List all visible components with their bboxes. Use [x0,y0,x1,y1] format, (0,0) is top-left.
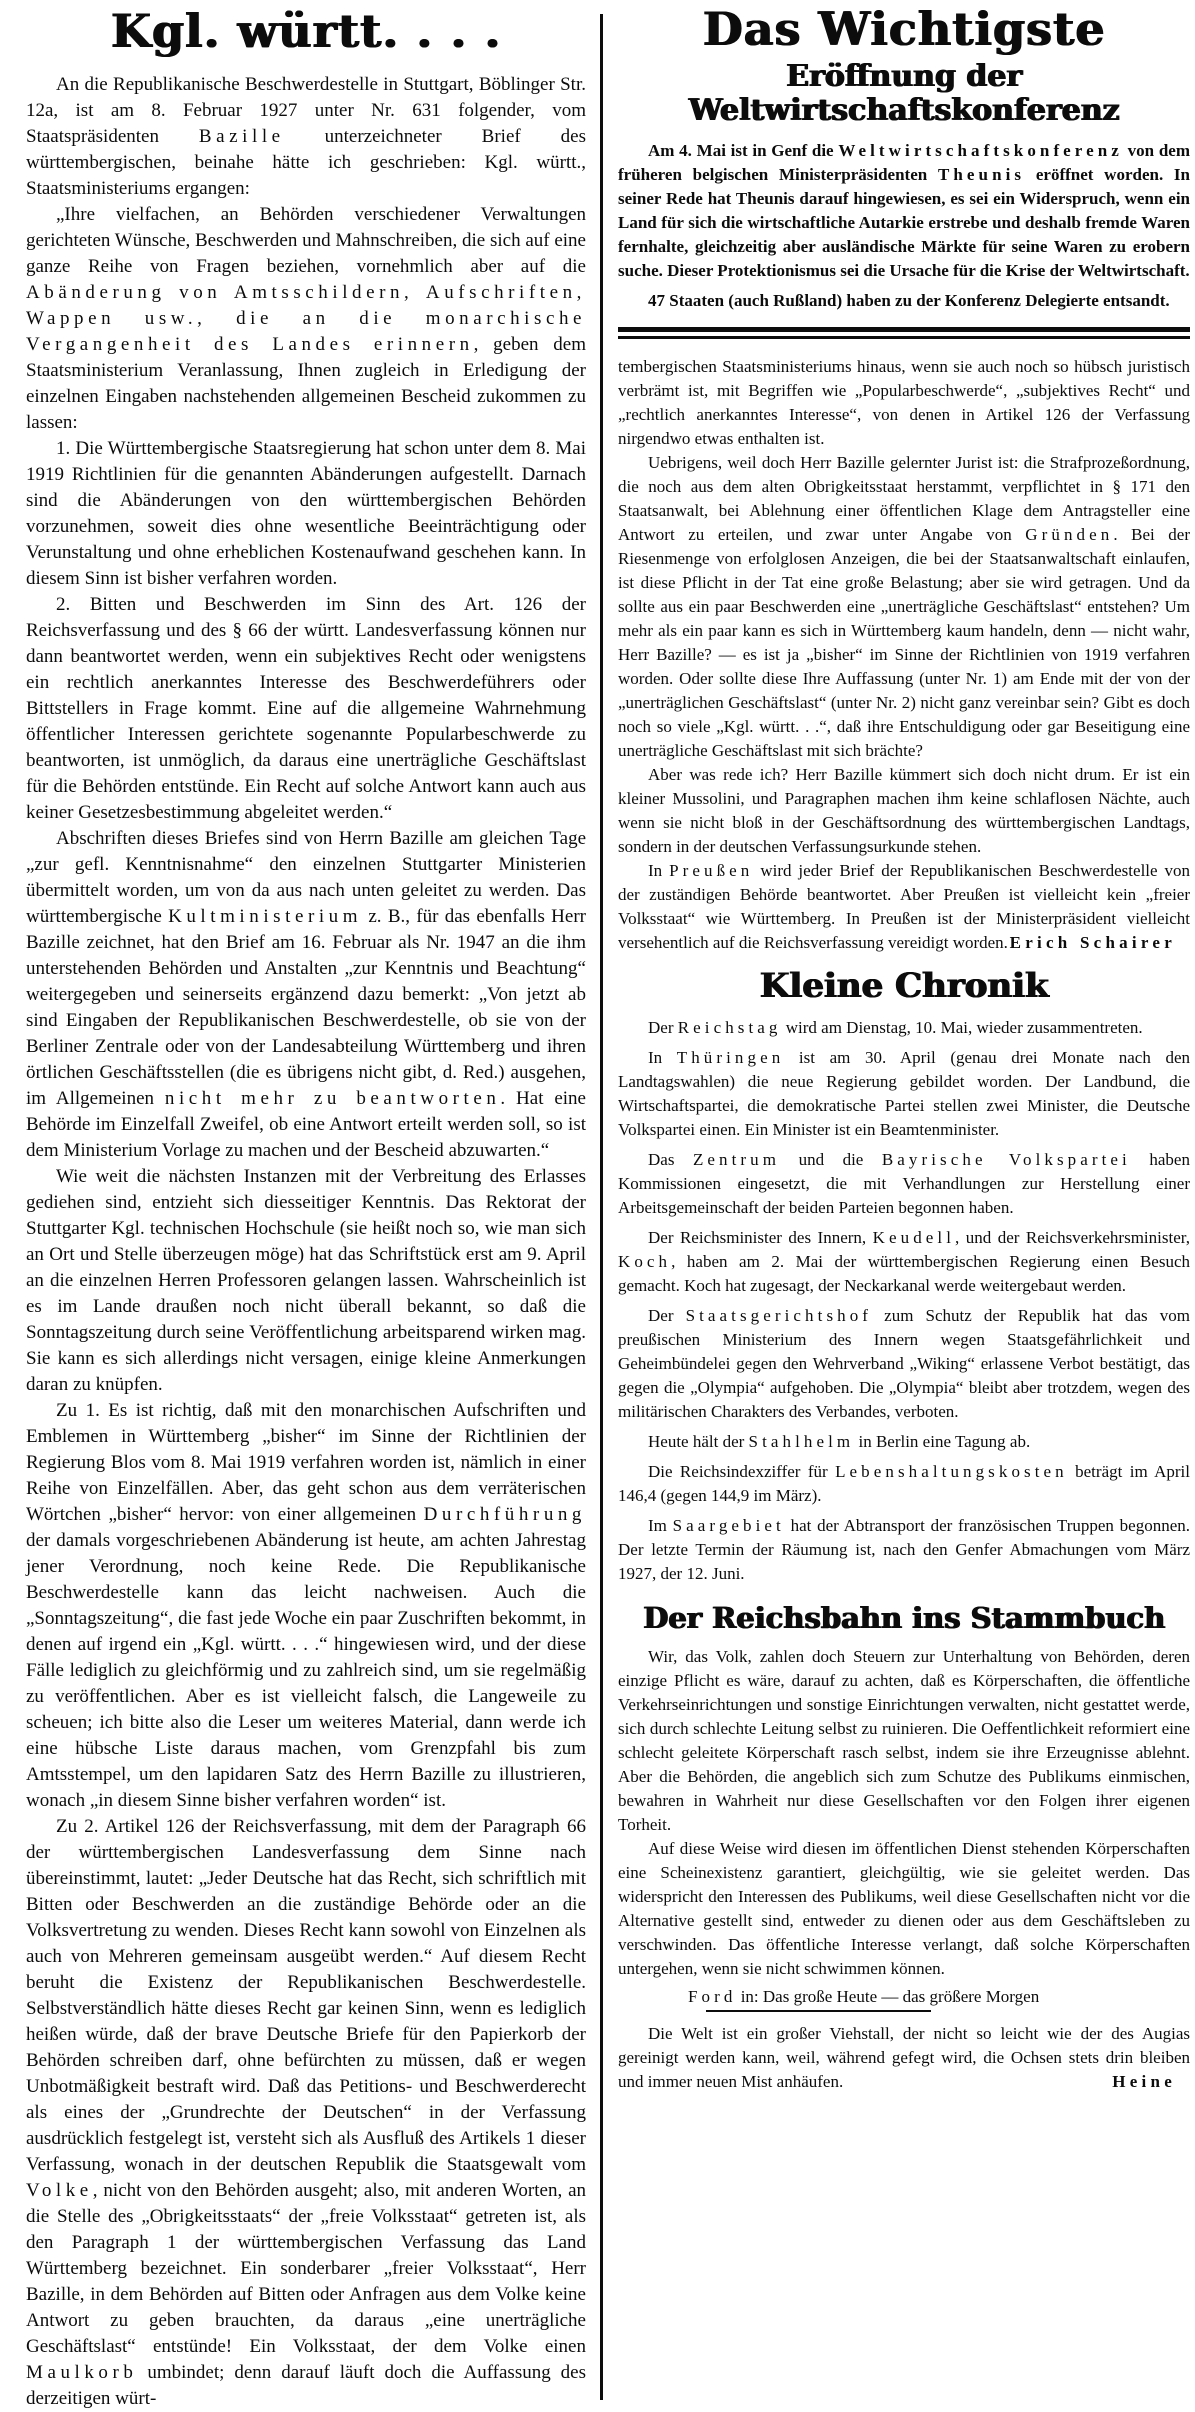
chronik-item: Die Reichsindexziffer für Lebenshaltungskosten beträgt im April 146,4 (gegen 144,9 im März). [618,1461,1190,1505]
article-paragraph: 1. Die Württembergische Staatsregierung hat schon unter dem 8. Mai 1919 Richtlinien für die genannten Abänderungen aufgestellt. Darnach sind die Abänderungen von den württembergischen Behörden vorzunehmen, soweit dies ohne wesentliche Beeinträchtigung oder Verunstaltung und ohne erheblichen Kostenaufwand geschehen kann. In diesem Sinn ist bisher verfahren worden. [26,437,586,589]
chronik-item: Der Reichsminister des Innern, Keudell, und der Reichsverkehrsminister, Koch, haben am 2. Mai der württembergischen Regierung einen Besuch gemacht. Koch hat zugesagt, der Neckarkanal werde weitergebaut werden. [618,1227,1190,1295]
citation-line: Ford in: Das große Heute — das größere Morgen [688,1986,1040,2006]
article-paragraph: In Preußen wird jeder Brief der Republikanischen Beschwerdestelle von der zuständigen Behörde beantwortet. Aber Preußen ist vielleicht kein „freier Volksstaat“ wie Württemberg. In Preußen ist der Ministerpräsident vielleicht versehentlich auf die Reichsverfassung vereidigt worden. [618,860,1190,952]
left-column [26,4,586,2412]
article-paragraph: Uebrigens, weil doch Herr Bazille gelernter Jurist ist: die Strafprozeßordnung, die noch aus dem alten Obrigkeitsstaat herstammt, verpflichtet in § 171 den Staatsanwalt, bei Ablehnung einer öffentlichen Klage dem Antragsteller eine Antwort zu erteilen, und zwar unter Angabe von Gründen. Bei der Riesenmenge von erfolglosen Anzeigen, die bei der Staatsanwaltschaft einlaufen, ist diese Pflicht in der Tat eine große Belastung; aber sie wird getragen. Und da sollte aus ein paar Beschwerden eine „unerträgliche Geschäftslast“ entstehen? Um mehr als ein paar kann es sich in Württemberg kaum handeln, denn — nicht wahr, Herr Bazille? — es ist ja „bisher“ im Sinne der Richtlinien von 1919 verfahren worden. Oder sollte diese Ihre Auffassung (unter Nr. 1) am Ende mit der von der „unerträglichen Geschäftslast“ (unter Nr. 2) nicht ganz vereinbar sein? Gibt es doch noch so viele „Kgl. württ. . .“, daß ihre Entschuldigung oder gar Beseitigung eine unerträgliche Geschäftslast mit sich brächte? [618,452,1190,760]
kleine-chronik-headline: Kleine Chronik [759,965,1049,1006]
article-paragraph: 2. Bitten und Beschwerden im Sinn des Art. 126 der Reichsverfassung und des § 66 der württ. Landesverfassung können nur dann beantwortet werden, wenn ein subjektives Recht oder wenigstens ein rechtlich anerkanntes Interesse des Beschwerdeführers oder Bittstellers in Frage kommt. Eine auf die allgemeine Wahrnehmung öffentlicher Interessen gerichtete sogenannte Popularbeschwerde zu beantworten, ist unmöglich, da daraus eine unerträgliche Geschäftslast für die Behörden entstünde. Ein Recht auf solche Antwort kann auch aus keiner Gesetzesbestimmung abgeleitet werden.“ [26,593,586,823]
chronik-item: Im Saargebiet hat der Abtransport der französischen Truppen begonnen. Der letzte Termin der Räumung ist, nach den Genfer Abmachungen vom März 1927, der 12. Juni. [618,1515,1190,1583]
emphasized-text: Bazille [198,125,285,147]
chronik-item: In Thüringen ist am 30. April (genau drei Monate nach den Landtagswahlen) die neue Regierung gebildet worden. Der Landbund, die Wirtschaftspartei, die demokratische Partei stellen zwei Minister, die Deutsche Volkspartei einen. Ein Minister ist ein Beamtenminister. [618,1047,1190,1139]
emphasized-text: Keudell [872,1227,956,1247]
article-paragraph: Aber was rede ich? Herr Bazille kümmert sich doch nicht drum. Er ist ein kleiner Mussolini, und Paragraphen machen ihm keine schlaflosen Nächte, auch wenn sie nicht bloß in der Geschäftsordnung des württembergischen Landtags, sondern in der deutschen Verfassungsurkunde stehen. [618,764,1190,856]
stammbuch-body [618,1645,1190,1981]
chronik-item: Der Reichstag wird am Dienstag, 10. Mai, wieder zusammentreten. [648,1017,1143,1037]
emphasized-text: Kultministerium [168,905,363,927]
emphasized-text: Staatsgerichtshof [685,1305,873,1325]
chronik-item: Heute hält der Stahlhelm in Berlin eine Tagung ab. [648,1431,1031,1451]
left-article-body [26,72,586,2412]
article-paragraph: Die Welt ist ein großer Viehstall, der nicht so leicht wie der des Augias gereinigt werden kann, weil, während gefegt wird, die Ochsen stets drin bleiben und immer neuen Mist anhäufen. [618,2023,1190,2091]
article-paragraph: tembergischen Staatsministeriums hinaus, wenn sie auch noch so hübsch juristisch verbrämt ist, mit Begriffen wie „Popularbeschwerde“, „subjektives Recht“ und „rechtlich anerkanntes Interesse“, von denen in Artikel 126 der Verfassung nirgendwo etwas enthalten ist. [618,356,1190,448]
emphasized-text: Abänderung von Amtsschildern, Aufschriften, Wappen usw., die an die monarchische Vergangenheit des Landes erinnern [26,281,586,355]
emphasized-text: Durchführung [423,1503,586,1525]
emphasized-text: Volke [26,2179,93,2201]
emphasized-text: Maulkorb [26,2361,138,2383]
article-paragraph: Abschriften dieses Briefes sind von Herrn Bazille am gleichen Tage „zur gefl. Kenntnisnahme“ den einzelnen Stuttgarter Ministerien übermittelt worden, um von da aus nach unten geleitet zu werden. Das württembergische Kultministerium z. B., für das ebenfalls Herr Bazille zeichnet, hat den Brief am 16. Februar als Nr. 1947 an die ihm unterstehenden Behörden und Anstalten „zur Kenntnis und Beachtung“ weitergegeben und seinerseits ergänzend dazu bemerkt: „Von jetzt ab sind Eingaben der Republikanischen Beschwerdestelle, ob sie von der Berliner Zentrale oder von der Landesabteilung Württemberg und ihren örtlichen Geschäftsstellen (die es übrigens nicht gibt, d. Red.) ausgehen, im Allgemeinen nicht mehr zu beantworten. Hat eine Behörde im Einzelfall Zweifel, ob eine Antwort erteilt werden soll, so ist dem Ministerium Vorlage zu machen und der Bescheid abzuwarten.“ [26,827,586,1161]
emphasized-text: Zentrum [692,1149,781,1169]
left-article-headline: Kgl. württ. . . . [110,4,502,58]
chronik-item: Der Staatsgerichtshof zum Schutz der Republik hat das vom preußischen Ministerium des Innern wegen Staatsgefährlichkeit und Geheimbündelei gegen den Wehrverband „Wiking“ erlassene Verbot bestätigt, das gegen die „Olympia“ aufgehoben. Die „Olympia“ bleibt aber trotzdem, wegen des militärischen Charakters des Verbandes, verboten. [618,1305,1190,1421]
article-paragraph: Wir, das Volk, zahlen doch Steuern zur Unterhaltung von Behörden, deren einzige Pflicht es wäre, darauf zu achten, daß es Körperschaften, die öffentliche Verkehrseinrichtungen und sonstige Einrichtungen verwalten, nicht gestattet werde, sich durch schlechte Leitung selbst zu ruinieren. Die Oeffentlichkeit reformiert eine schlecht geleitete Körperschaft rasch selbst, indem sie ihre Erzeugnisse ablehnt. Aber die Behörden, die angeblich sich zum Schutze des Publikums einmischen, bewahren in Wahrheit nur diese Gesellschaften vor den Folgen ihrer eigenen Torheit. [618,1646,1190,1834]
emphasized-text: Saargebiet [672,1515,785,1535]
article-paragraph: Zu 2. Artikel 126 der Reichsverfassung, mit dem der Paragraph 66 der württembergischen Landesverfassung dem Sinne nach übereinstimmt, lautet: „Jeder Deutsche hat das Recht, sich schriftlich mit Bitten oder Beschwerden an die zuständige Behörde oder an die Volksvertretung zu wenden. Dieses Recht kann sowohl von Einzelnen als auch von Mehreren gemeinsam ausgeübt werden.“ Auf diesem Recht beruht die Existenz der Republikanischen Beschwerdestelle. Selbstverständlich hätte dieses Recht gar keinen Sinn, wenn es lediglich heißen würde, daß der brave Deutsche Briefe für den Papierkorb der Behörden schreiben darf, ohne befürchten zu müssen, daß er wegen Unbotmäßigkeit bestraft wird. Daß das Petitions- und Beschwerderecht als eines der „Grundrechte der Deutschen“ in der Verfassung ausdrücklich festgelegt ist, versteht sich als Ausfluß des Artikels 1 dieser Verfassung, wonach in der deutschen Republik die Staatsgewalt vom Volke, nicht von den Behörden ausgeht; also, mit anderen Worten, an die Stelle des „Obrigkeitsstaats“ der „freie Volksstaat“ getreten ist, als den Paragraph 1 der württembergischen Verfassung das Land Württemberg bezeichnet. Ein sonderbarer „freier Volksstaat“, Herr Bazille, in dem Behörden auf Bitten oder Anfragen aus dem Volke keine Antwort zu geben brauchten, da daraus „eine unerträgliche Geschäftslast“ entstünde! Ein Volksstaat, der dem Volke einen Maulkorb umbindet; denn darauf läuft doch die Auffassung des derzeitigen würt- [26,1815,586,2409]
lead-paragraph: 47 Staaten (auch Rußland) haben zu der Konferenz Delegierte entsandt. [648,290,1170,310]
ford-citation [618,1985,1190,2009]
emphasized-text: Ford [688,1986,737,2006]
emphasized-text: Koch [618,1251,672,1271]
heine-signature: Heine [1112,2071,1176,2091]
article-paragraph: „Ihre vielfachen, an Behörden verschiedener Verwaltungen gerichteten Wünsche, Beschwerden und Mahnschreiben, die sich auf eine ganze Reihe von Fragen beziehen, vornehmlich aber auf die Abänderung von Amtsschildern, Aufschriften, Wappen usw., die an die monarchische Vergangenheit des Landes erinnern, geben dem Staatsministerium Veranlassung, Ihnen zugleich in Erledigung der einzelnen Eingaben nachstehenden allgemeinen Bescheid zukommen zu lassen: [26,203,586,433]
emphasized-text: Gründen [1025,524,1114,544]
emphasized-text: nicht mehr zu beantworten [164,1087,501,1109]
emphasized-text: Reichstag [677,1017,782,1037]
emphasized-text: Lebenshaltungskosten [835,1461,1068,1481]
stammbuch-headline: Der Reichsbahn ins Stammbuch [642,1600,1166,1635]
chronik-items [618,1016,1190,1586]
column-divider-rule [600,14,603,2400]
emphasized-text: Weltwirtschaftskonferenz [838,140,1123,160]
emphasized-text: Bayrische Volkspartei [881,1149,1131,1169]
emphasized-text: Stahlhelm [748,1431,855,1451]
article-continuation [618,355,1190,955]
konferenz-subheadline: Eröffnung der Weltwirtschaftskonferenz [688,58,1120,129]
article-paragraph: Wie weit die nächsten Instanzen mit der Verbreitung des Erlasses gediehen sind, entzieht sich diesseitiger Kenntnis. Das Rektorat der Stuttgarter Kgl. technischen Hochschule (sie heißt noch so, wie man sich an Ort und Stelle überzeugen möge) hat das Schriftstück erst am 9. April an die einzelnen Herren Professoren gelangen lassen. Wahrscheinlich ist es im Lande draußen noch nicht überall bekannt, so daß die Sonntagszeitung durch seine Veröffentlichung arbeitsparend wirken mag. Sie kann es sich allerdings nicht versagen, einige kleine Anmerkungen daran zu knüpfen. [26,1165,586,1395]
emphasized-text: Theunis [937,164,1026,184]
das-wichtigste-headline: Das Wichtigste [702,2,1106,56]
article-paragraph: An die Republikanische Beschwerdestelle in Stuttgart, Böblinger Str. 12a, ist am 8. Februar 1927 unter Nr. 631 folgender, vom Staatspräsidenten Bazille unterzeichneter Brief des württembergischen, beinahe hätte ich geschrieben: Kgl. württ., Staatsministeriums ergangen: [26,73,586,199]
lead-paragraph: Am 4. Mai ist in Genf die Weltwirtschaftskonferenz von dem früheren belgischen Ministerpräsidenten Theunis eröffnet worden. In seiner Rede hat Theunis darauf hingewiesen, es sei ein Widerspruch, wenn ein Land für sich die wirtschaftliche Autarkie erstrebe und deshalb fremde Waren fernhalte, gleichzeitig aber ausländische Märkte für seine Waren zu erobern suche. Dieser Protektionismus sei die Ursache für die Krise der Weltwirtschaft. [618,140,1190,280]
wichtigste-lead [618,139,1190,313]
section-divider-rule [618,327,1190,339]
emphasized-text: Thüringen [676,1047,785,1067]
author-signature: Erich Schairer [1009,932,1176,952]
article-paragraph: Zu 1. Es ist richtig, daß mit den monarchischen Aufschriften und Emblemen in Württemberg „bisher“ im Sinne der Richtlinien der Regierung Blos vom 8. Mai 1919 verfahren worden ist, nämlich in einer Reihe von Einzelfällen. Aber, das geht schon aus dem verräterischen Wörtchen „bisher“ hervor: von einer allgemeinen Durchführung der damals vorgeschriebenen Abänderung ist heute, am achten Jahrestag jener Verordnung, noch keine Rede. Die Republikanische Beschwerdestelle kann das leicht nachweisen. Auch die „Sonntagszeitung“, die fast jede Woche ein paar Zuschriften bekommt, in denen auf irgend ein „Kgl. württ. . . .“ hingewiesen wird, und der diese Fälle lediglich zu gleichförmig und zu zahlreich sind, um sie regelmäßig zu veröffentlichen. Aber es ist vielleicht falsch, die Langeweile zu scheuen; ich bitte also die Leser um weiteres Material, dann werde ich eine hübsche Liste daraus machen, vom Grenzpfahl bis zum Amtsstempel, um den lapidaren Satz des Herrn Bazille zu illustrieren, wonach „in diesem Sinne bisher verfahren worden“ ist. [26,1399,586,1811]
article-paragraph: Auf diese Weise wird diesen im öffentlichen Dienst stehenden Körperschaften eine Scheinexistenz garantiert, gleichgültig, wie sie geleitet werden. Das widerspricht den Interessen des Publikums, weil diese Gesellschaften nicht vor die Alternative gestellt sind, entweder zu dienen oder aus dem Geschäftsleben zu verschwinden. Das öffentliche Interesse verlangt, daß solche Körperschaften untergehen, wenn sie nicht schwimmen können. [618,1838,1190,1978]
emphasized-text: Preußen [669,860,754,880]
chronik-item: Das Zentrum und die Bayrische Volkspartei haben Kommissionen eingesetzt, die mit Verhandlungen zur Herstellung einer Arbeitsgemeinschaft der beiden Parteien begonnen haben. [618,1149,1190,1217]
citation-rule [706,2010,931,2012]
right-column [618,4,1190,2094]
